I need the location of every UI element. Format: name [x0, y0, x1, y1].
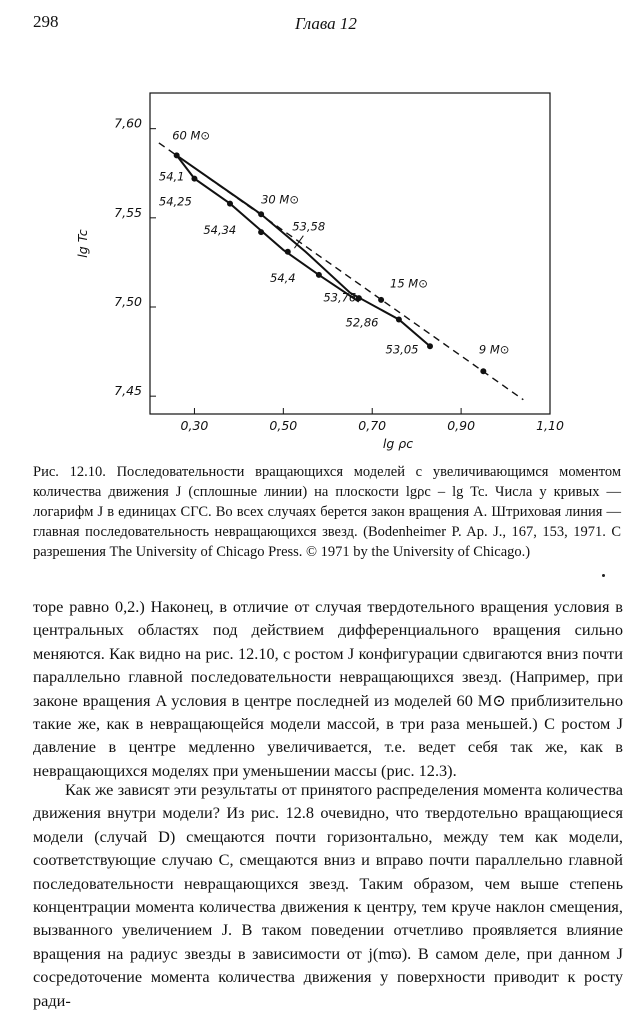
- curve-label: 52,86: [345, 315, 379, 330]
- data-point: [427, 343, 433, 349]
- curve-label: 53,76: [323, 290, 357, 305]
- plot-area: [75, 93, 564, 451]
- curve-label: 54,25: [158, 194, 192, 209]
- body-paragraph-2: [33, 778, 623, 1012]
- rotating-sequence-line-2: [177, 155, 430, 346]
- page-number: 298: [33, 12, 59, 31]
- data-point: [191, 176, 197, 182]
- y-tick-label: 7,55: [114, 204, 142, 220]
- data-point: [480, 368, 486, 374]
- data-point: [258, 211, 264, 217]
- curve-label: 54,34: [203, 222, 237, 237]
- curve-label: 9 M⊙: [478, 342, 510, 357]
- data-point: [396, 316, 402, 322]
- curve-label: 54,1: [158, 169, 185, 184]
- data-point: [285, 249, 291, 255]
- body-paragraph-1: торе равно 0,2.) Наконец, в отличие от случая твердотельного вращения условия в центральных областях под действием дифференциального вращения сильно меняются. Как видно на рис. 12.10, с ростом J конфигурации сдвигаются вниз почти параллельно главной последовательности невращающихся звезд. (Например, при законе вращения A условия в центре последней из моделей 60 M⊙ приблизительно такие же, как в невращающейся модели массой, в три раза меньшей.) С ростом J давление в центре медленно увеличивается, т.е. ведет себя так же, как в невращающихся моделях при уменьшении массы (рис. 12.3).: [33, 597, 623, 780]
- stray-dot: [602, 574, 605, 577]
- y-axis-label: lg Tc: [75, 229, 90, 258]
- x-tick-label: 0,50: [269, 418, 298, 433]
- y-tick-label: 7,50: [114, 294, 142, 309]
- figure-12-10: [0, 0, 643, 460]
- y-tick-label: 7,45: [114, 383, 142, 399]
- curve-label: 54,4: [270, 271, 296, 286]
- main-sequence-dashed-line: [159, 143, 523, 400]
- figure-caption: Рис. 12.10. Последовательности вращающихся моделей с увеличивающимся моментом количества движения J (сплошные линии) на плоскости lgρc – lg Tc. Числа у кривых — логарифм J в единицах СГС. Во всех случаях берется закон вращения A. Штриховая линия — главная последовательность невращающихся звезд. (Bodenheimer P. Ap. J., 167, 153, 1971. С разрешения The University of Chicago Press. © 1971 by the University of Chicago.): [33, 464, 621, 560]
- running-head: Глава 12: [295, 14, 357, 33]
- curve-label: 30 M⊙: [261, 192, 299, 207]
- x-tick-label: 1,10: [536, 418, 564, 433]
- x-tick-label: 0,30: [180, 418, 209, 433]
- data-point: [227, 201, 233, 207]
- y-tick-label: 7,60: [114, 115, 142, 131]
- body-paragraph-2-text: Как же зависят эти результаты от принятого распределения момента количества движения внутри модели? Из рис. 12.8 очевидно, что твердотельно вращающиеся модели (случай D) смещаются почти горизонтально, между тем как модели, соответствующие случаю C, смещаются вниз и вправо почти параллельно главной последовательности невращающихся звезд. Таким образом, чем выше степень концентрации момента количества движения к центру, тем круче наклон смещения, вызванного увеличением J. В таком поведении отчетливо проявляется влияние вращения на радиус звезды в зависимости от j(mϖ). В самом деле, при данном J сосредоточение момента количества движения у поверхности приводит к росту ради-: [33, 780, 623, 1010]
- curve-label: 53,05: [385, 342, 419, 357]
- data-point: [316, 272, 322, 278]
- data-point: [174, 152, 180, 158]
- curve-label: 53,58: [292, 219, 326, 234]
- curve-label: 15 M⊙: [390, 276, 428, 291]
- data-point: [356, 295, 362, 301]
- x-tick-label: 0,90: [447, 418, 476, 433]
- data-point: [378, 297, 384, 303]
- x-tick-label: 0,70: [358, 418, 387, 433]
- x-axis-label: lg ρc: [382, 436, 414, 451]
- curve-label: 60 M⊙: [172, 128, 211, 143]
- data-point: [258, 229, 264, 235]
